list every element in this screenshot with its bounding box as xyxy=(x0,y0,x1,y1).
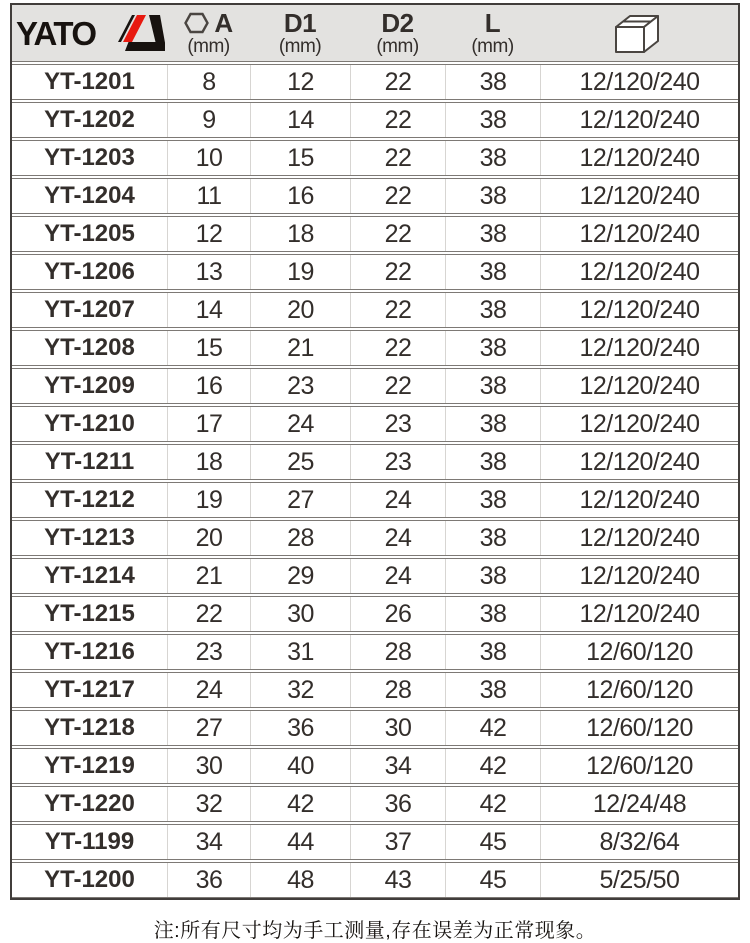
package-quantity-cell: 12/120/240 xyxy=(540,331,738,365)
d1-mm-cell: 44 xyxy=(250,825,350,859)
column-unit-a: (mm) xyxy=(187,36,230,58)
a-mm-cell: 30 xyxy=(167,749,250,783)
l-mm-cell: 38 xyxy=(445,635,540,669)
l-mm-cell: 38 xyxy=(445,255,540,289)
a-mm-cell: 32 xyxy=(167,787,250,821)
table-row xyxy=(12,786,738,822)
d2-mm-cell: 22 xyxy=(350,103,445,137)
table-row xyxy=(12,596,738,632)
package-quantity-cell: 12/24/48 xyxy=(540,787,738,821)
d2-mm-cell: 28 xyxy=(350,635,445,669)
package-quantity-cell: 5/25/50 xyxy=(540,863,738,897)
l-mm-cell: 38 xyxy=(445,293,540,327)
a-mm-cell: 10 xyxy=(167,141,250,175)
a-mm-cell: 21 xyxy=(167,559,250,593)
l-mm-cell: 38 xyxy=(445,483,540,517)
d1-mm-cell: 24 xyxy=(250,407,350,441)
d2-mm-cell: 24 xyxy=(350,521,445,555)
d2-mm-cell: 43 xyxy=(350,863,445,897)
column-label-d1: D1 xyxy=(283,7,317,38)
l-mm-cell: 45 xyxy=(445,825,540,859)
table-row xyxy=(12,634,738,670)
d2-mm-cell: 37 xyxy=(350,825,445,859)
d2-mm-cell: 22 xyxy=(350,293,445,327)
brand-name: YATO xyxy=(15,15,96,52)
model-cell: YT-1199 xyxy=(44,828,135,855)
table-row xyxy=(12,140,738,176)
model-cell: YT-1206 xyxy=(44,258,135,285)
a-mm-cell: 13 xyxy=(167,255,250,289)
table-row xyxy=(12,444,738,480)
d1-mm-cell: 40 xyxy=(250,749,350,783)
column-header-d1 xyxy=(250,5,350,61)
table-body xyxy=(12,64,738,898)
model-cell: YT-1217 xyxy=(44,676,135,703)
package-quantity-cell: 12/120/240 xyxy=(540,521,738,555)
a-mm-cell: 15 xyxy=(167,331,250,365)
model-cell: YT-1215 xyxy=(44,600,135,627)
model-cell: YT-1218 xyxy=(44,714,135,741)
footnote: 注:所有尺寸均为手工测量,存在误差为正常现象。 xyxy=(153,920,597,942)
a-mm-cell: 36 xyxy=(167,863,250,897)
d1-mm-cell: 29 xyxy=(250,559,350,593)
yato-logo-icon xyxy=(15,11,165,55)
d1-mm-cell: 30 xyxy=(250,597,350,631)
l-mm-cell: 42 xyxy=(445,749,540,783)
a-mm-cell: 23 xyxy=(167,635,250,669)
column-header-a xyxy=(167,5,250,61)
d2-mm-cell: 34 xyxy=(350,749,445,783)
package-quantity-cell: 12/60/120 xyxy=(540,673,738,707)
d2-mm-cell: 22 xyxy=(350,217,445,251)
l-mm-cell: 38 xyxy=(445,445,540,479)
package-quantity-cell: 12/120/240 xyxy=(540,369,738,403)
table-row xyxy=(12,482,738,518)
package-quantity-cell: 12/120/240 xyxy=(540,445,738,479)
d1-mm-cell: 36 xyxy=(250,711,350,745)
model-cell: YT-1210 xyxy=(44,410,135,437)
table-row xyxy=(12,406,738,442)
column-header-d2 xyxy=(350,5,445,61)
table-row xyxy=(12,520,738,556)
model-cell: YT-1219 xyxy=(44,752,135,779)
column-header-package xyxy=(540,5,738,61)
l-mm-cell: 38 xyxy=(445,179,540,213)
column-unit-l: (mm) xyxy=(471,36,514,58)
d2-mm-cell: 23 xyxy=(350,445,445,479)
table-row xyxy=(12,178,738,214)
l-mm-cell: 38 xyxy=(445,141,540,175)
a-mm-cell: 27 xyxy=(167,711,250,745)
l-mm-cell: 38 xyxy=(445,521,540,555)
model-cell: YT-1212 xyxy=(44,486,135,513)
d2-mm-cell: 22 xyxy=(350,369,445,403)
package-quantity-cell: 12/120/240 xyxy=(540,597,738,631)
package-quantity-cell: 12/120/240 xyxy=(540,407,738,441)
brand-logo xyxy=(12,5,167,61)
d2-mm-cell: 22 xyxy=(350,255,445,289)
model-cell: YT-1200 xyxy=(44,866,135,893)
package-quantity-cell: 12/120/240 xyxy=(540,217,738,251)
model-cell: YT-1202 xyxy=(44,106,135,133)
column-label-d2: D2 xyxy=(381,7,414,38)
package-quantity-cell: 12/60/120 xyxy=(540,749,738,783)
a-mm-cell: 11 xyxy=(167,179,250,213)
model-cell: YT-1216 xyxy=(44,638,135,665)
a-mm-cell: 20 xyxy=(167,521,250,555)
model-cell: YT-1220 xyxy=(44,790,135,817)
column-label-l: L xyxy=(484,7,501,38)
package-quantity-cell: 12/120/240 xyxy=(540,483,738,517)
model-cell: YT-1204 xyxy=(44,182,135,209)
d1-mm-cell: 14 xyxy=(250,103,350,137)
column-unit-d1: (mm) xyxy=(278,36,322,58)
table-row xyxy=(12,216,738,252)
model-cell: YT-1207 xyxy=(44,296,135,323)
d2-mm-cell: 24 xyxy=(350,559,445,593)
package-quantity-cell: 8/32/64 xyxy=(540,825,738,859)
table-row xyxy=(12,748,738,784)
a-mm-cell: 19 xyxy=(167,483,250,517)
model-cell: YT-1205 xyxy=(44,220,135,247)
d2-mm-cell: 28 xyxy=(350,673,445,707)
table-row xyxy=(12,672,738,708)
package-quantity-cell: 12/120/240 xyxy=(540,179,738,213)
d1-mm-cell: 12 xyxy=(250,65,350,99)
package-quantity-cell: 12/120/240 xyxy=(540,103,738,137)
a-mm-cell: 18 xyxy=(167,445,250,479)
l-mm-cell: 38 xyxy=(445,331,540,365)
l-mm-cell: 38 xyxy=(445,559,540,593)
package-quantity-cell: 12/60/120 xyxy=(540,635,738,669)
d1-mm-cell: 16 xyxy=(250,179,350,213)
d1-mm-cell: 28 xyxy=(250,521,350,555)
d2-mm-cell: 22 xyxy=(350,141,445,175)
d2-mm-cell: 22 xyxy=(350,179,445,213)
package-quantity-cell: 12/120/240 xyxy=(540,293,738,327)
table-row xyxy=(12,330,738,366)
column-header-l xyxy=(445,5,540,61)
d2-mm-cell: 36 xyxy=(350,787,445,821)
l-mm-cell: 42 xyxy=(445,711,540,745)
package-quantity-cell: 12/120/240 xyxy=(540,559,738,593)
d1-mm-cell: 19 xyxy=(250,255,350,289)
l-mm-cell: 38 xyxy=(445,65,540,99)
d2-mm-cell: 22 xyxy=(350,331,445,365)
l-mm-cell: 38 xyxy=(445,407,540,441)
d1-mm-cell: 32 xyxy=(250,673,350,707)
a-mm-cell: 9 xyxy=(167,103,250,137)
d1-mm-cell: 48 xyxy=(250,863,350,897)
model-cell: YT-1201 xyxy=(44,68,135,95)
carton-box-icon xyxy=(611,10,667,56)
l-mm-cell: 38 xyxy=(445,103,540,137)
table-header xyxy=(12,5,738,62)
d1-mm-cell: 20 xyxy=(250,293,350,327)
table-row xyxy=(12,64,738,100)
table-row xyxy=(12,558,738,594)
column-label-a: A xyxy=(214,7,233,38)
spec-table xyxy=(10,3,740,900)
d2-mm-cell: 23 xyxy=(350,407,445,441)
l-mm-cell: 42 xyxy=(445,787,540,821)
d2-mm-cell: 22 xyxy=(350,65,445,99)
l-mm-cell: 38 xyxy=(445,217,540,251)
table-row xyxy=(12,102,738,138)
package-quantity-cell: 12/120/240 xyxy=(540,255,738,289)
a-mm-cell: 22 xyxy=(167,597,250,631)
d1-mm-cell: 31 xyxy=(250,635,350,669)
model-cell: YT-1203 xyxy=(44,144,135,171)
a-mm-cell: 12 xyxy=(167,217,250,251)
model-cell: YT-1213 xyxy=(44,524,135,551)
d1-mm-cell: 18 xyxy=(250,217,350,251)
l-mm-cell: 38 xyxy=(445,369,540,403)
a-mm-cell: 24 xyxy=(167,673,250,707)
a-mm-cell: 17 xyxy=(167,407,250,441)
d1-mm-cell: 21 xyxy=(250,331,350,365)
model-cell: YT-1214 xyxy=(44,562,135,589)
a-mm-cell: 14 xyxy=(167,293,250,327)
package-quantity-cell: 12/60/120 xyxy=(540,711,738,745)
d1-mm-cell: 27 xyxy=(250,483,350,517)
model-cell: YT-1208 xyxy=(44,334,135,361)
model-cell: YT-1209 xyxy=(44,372,135,399)
l-mm-cell: 45 xyxy=(445,863,540,897)
column-unit-d2: (mm) xyxy=(376,36,419,58)
a-mm-cell: 8 xyxy=(167,65,250,99)
d1-mm-cell: 42 xyxy=(250,787,350,821)
hexagon-icon xyxy=(184,12,209,34)
a-mm-cell: 34 xyxy=(167,825,250,859)
table-row xyxy=(12,368,738,404)
table-row xyxy=(12,862,738,898)
table-row xyxy=(12,292,738,328)
package-quantity-cell: 12/120/240 xyxy=(540,141,738,175)
d1-mm-cell: 23 xyxy=(250,369,350,403)
table-row xyxy=(12,824,738,860)
package-quantity-cell: 12/120/240 xyxy=(540,65,738,99)
d1-mm-cell: 15 xyxy=(250,141,350,175)
l-mm-cell: 38 xyxy=(445,673,540,707)
l-mm-cell: 38 xyxy=(445,597,540,631)
table-row xyxy=(12,710,738,746)
d1-mm-cell: 25 xyxy=(250,445,350,479)
d2-mm-cell: 26 xyxy=(350,597,445,631)
d2-mm-cell: 30 xyxy=(350,711,445,745)
model-cell: YT-1211 xyxy=(44,448,135,475)
d2-mm-cell: 24 xyxy=(350,483,445,517)
a-mm-cell: 16 xyxy=(167,369,250,403)
table-row xyxy=(12,254,738,290)
